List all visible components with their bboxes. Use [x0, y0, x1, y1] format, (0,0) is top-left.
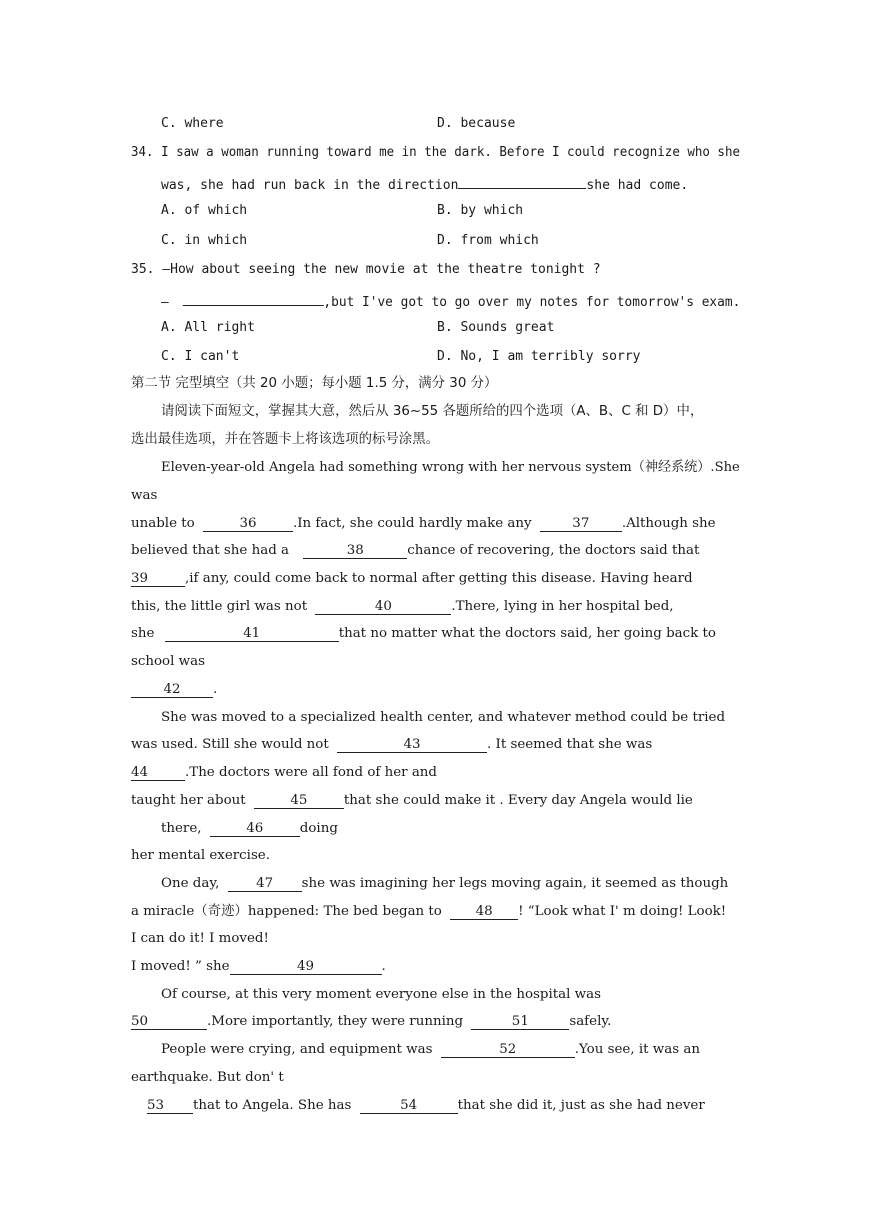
q34-stem-text-end: she had come. — [586, 178, 689, 193]
passage-line: Eleven-year-old Angela had something wrong with her nervous system（神经系统）.She — [161, 460, 740, 475]
q34-blank — [458, 173, 586, 189]
passage-text: .The doctors were all fond of her and — [185, 765, 438, 780]
passage-text: One day, — [161, 876, 220, 891]
q34-option-d: D. from which — [437, 233, 539, 248]
passage-text: that she did it, just as she had never — [457, 1098, 705, 1113]
passage-text: I moved! ” she — [131, 959, 230, 974]
passage-line — [131, 570, 693, 588]
passage-text: .There, lying in her hospital bed, — [451, 599, 674, 614]
blank-44: 44 — [131, 765, 185, 781]
passage-line — [131, 958, 386, 976]
passage-text: she — [131, 626, 155, 641]
q35-stem-text-end: ,but I've got to go over my notes for tomorrow's exam. — [323, 295, 741, 310]
passage-line: I can do it! I moved! — [131, 931, 269, 946]
passage-line — [161, 820, 338, 838]
passage-text: that to Angela. She has — [193, 1098, 352, 1113]
passage-text: that she could make it . Every day Angela would lie — [343, 793, 693, 808]
passage-line — [131, 598, 674, 616]
blank-41: 41 — [165, 626, 339, 642]
q33-option-c: C. where — [161, 116, 224, 131]
q34-option-b: B. by which — [437, 203, 524, 218]
blank-48: 48 — [450, 904, 518, 920]
q33-option-d: D. because — [437, 116, 516, 131]
passage-line — [131, 681, 217, 699]
passage-line — [131, 515, 716, 533]
passage-text: .You see, it was an — [574, 1042, 700, 1057]
blank-45: 45 — [254, 793, 344, 809]
blank-42: 42 — [131, 682, 213, 698]
q35-dash: — — [161, 295, 169, 310]
blank-54: 54 — [360, 1098, 458, 1114]
passage-text: .Although she — [621, 516, 716, 531]
passage-line — [131, 542, 699, 560]
section-instruction-line2: 选出最佳选项，并在答题卡上将该选项的标号涂黑。 — [131, 432, 439, 447]
section-heading: 第二节 完型填空（共 20 小题；每小题 1.5 分，满分 30 分） — [131, 376, 498, 391]
q34-stem-line2 — [161, 173, 688, 195]
passage-text: doing — [299, 821, 338, 836]
passage-line — [147, 1097, 705, 1115]
q35-option-c: C. I can't — [161, 349, 240, 364]
passage-line: school was — [131, 654, 205, 669]
q34-option-a: A. of which — [161, 203, 248, 218]
q34-stem-text: was, she had run back in the direction — [161, 178, 459, 193]
blank-37: 37 — [540, 516, 622, 532]
passage-line — [131, 625, 716, 643]
passage-text: unable to — [131, 516, 195, 531]
blank-50: 50 — [131, 1014, 207, 1030]
q34-stem-line1: 34. I saw a woman running toward me in the dark. Before I could recognize who she — [131, 145, 740, 160]
passage-line: She was moved to a specialized health center, and whatever method could be tried — [161, 710, 726, 725]
passage-text: this, the little girl was not — [131, 599, 308, 614]
blank-53: 53 — [147, 1098, 193, 1114]
passage-line — [131, 1013, 611, 1031]
passage-text: taught her about — [131, 793, 246, 808]
blank-40: 40 — [315, 599, 451, 615]
passage-text: ,if any, could come back to normal after getting this disease. Having heard — [185, 571, 693, 586]
passage-line: her mental exercise. — [131, 848, 270, 863]
passage-line — [131, 792, 693, 810]
passage-text: a miracle（奇迹）happened: The bed began to — [131, 904, 442, 919]
passage-text: was used. Still she would not — [131, 737, 329, 752]
blank-46: 46 — [210, 821, 300, 837]
passage-line — [131, 764, 437, 782]
passage-text: ! “Look what I' m doing! Look! — [518, 904, 727, 919]
passage-text: . It seemed that she was — [487, 737, 653, 752]
passage-line — [161, 1041, 700, 1059]
section-instruction-line1: 请阅读下面短文，掌握其大意，然后从 36~55 各题所给的四个选项（A、B、C 和 D）中， — [161, 404, 704, 419]
blank-38: 38 — [303, 543, 407, 559]
q35-stem-line2 — [161, 290, 740, 312]
blank-49: 49 — [230, 959, 382, 975]
q34-option-c: C. in which — [161, 233, 248, 248]
passage-line — [131, 903, 726, 921]
passage-text: that no matter what the doctors said, her going back to — [338, 626, 716, 641]
q35-blank — [182, 290, 323, 306]
q35-option-b: B. Sounds great — [437, 320, 555, 335]
blank-43: 43 — [337, 737, 487, 753]
passage-text: People were crying, and equipment was — [161, 1042, 433, 1057]
q35-option-d: D. No, I am terribly sorry — [437, 349, 641, 364]
passage-text: .In fact, she could hardly make any — [292, 516, 532, 531]
blank-36: 36 — [203, 516, 293, 532]
passage-line — [131, 736, 652, 754]
passage-line: earthquake. But don' t — [131, 1070, 284, 1085]
passage-text: .More importantly, they were running — [207, 1014, 464, 1029]
passage-text: she was imagining her legs moving again, it seemed as though — [301, 876, 729, 891]
passage-text: chance of recovering, the doctors said that — [407, 543, 700, 558]
passage-text: believed that she had a — [131, 543, 290, 558]
passage-line — [161, 875, 728, 893]
blank-47: 47 — [228, 876, 302, 892]
passage-line: Of course, at this very moment everyone else in the hospital was — [161, 987, 601, 1002]
blank-51: 51 — [471, 1014, 569, 1030]
passage-text: . — [381, 959, 386, 974]
blank-39: 39 — [131, 571, 185, 587]
passage-text: there, — [161, 821, 202, 836]
blank-52: 52 — [441, 1042, 575, 1058]
passage-text: safely. — [569, 1014, 612, 1029]
passage-line: was — [131, 488, 158, 503]
q35-option-a: A. All right — [161, 320, 255, 335]
q35-stem-line1: 35. —How about seeing the new movie at the theatre tonight ? — [131, 262, 601, 277]
passage-text: . — [213, 682, 218, 697]
